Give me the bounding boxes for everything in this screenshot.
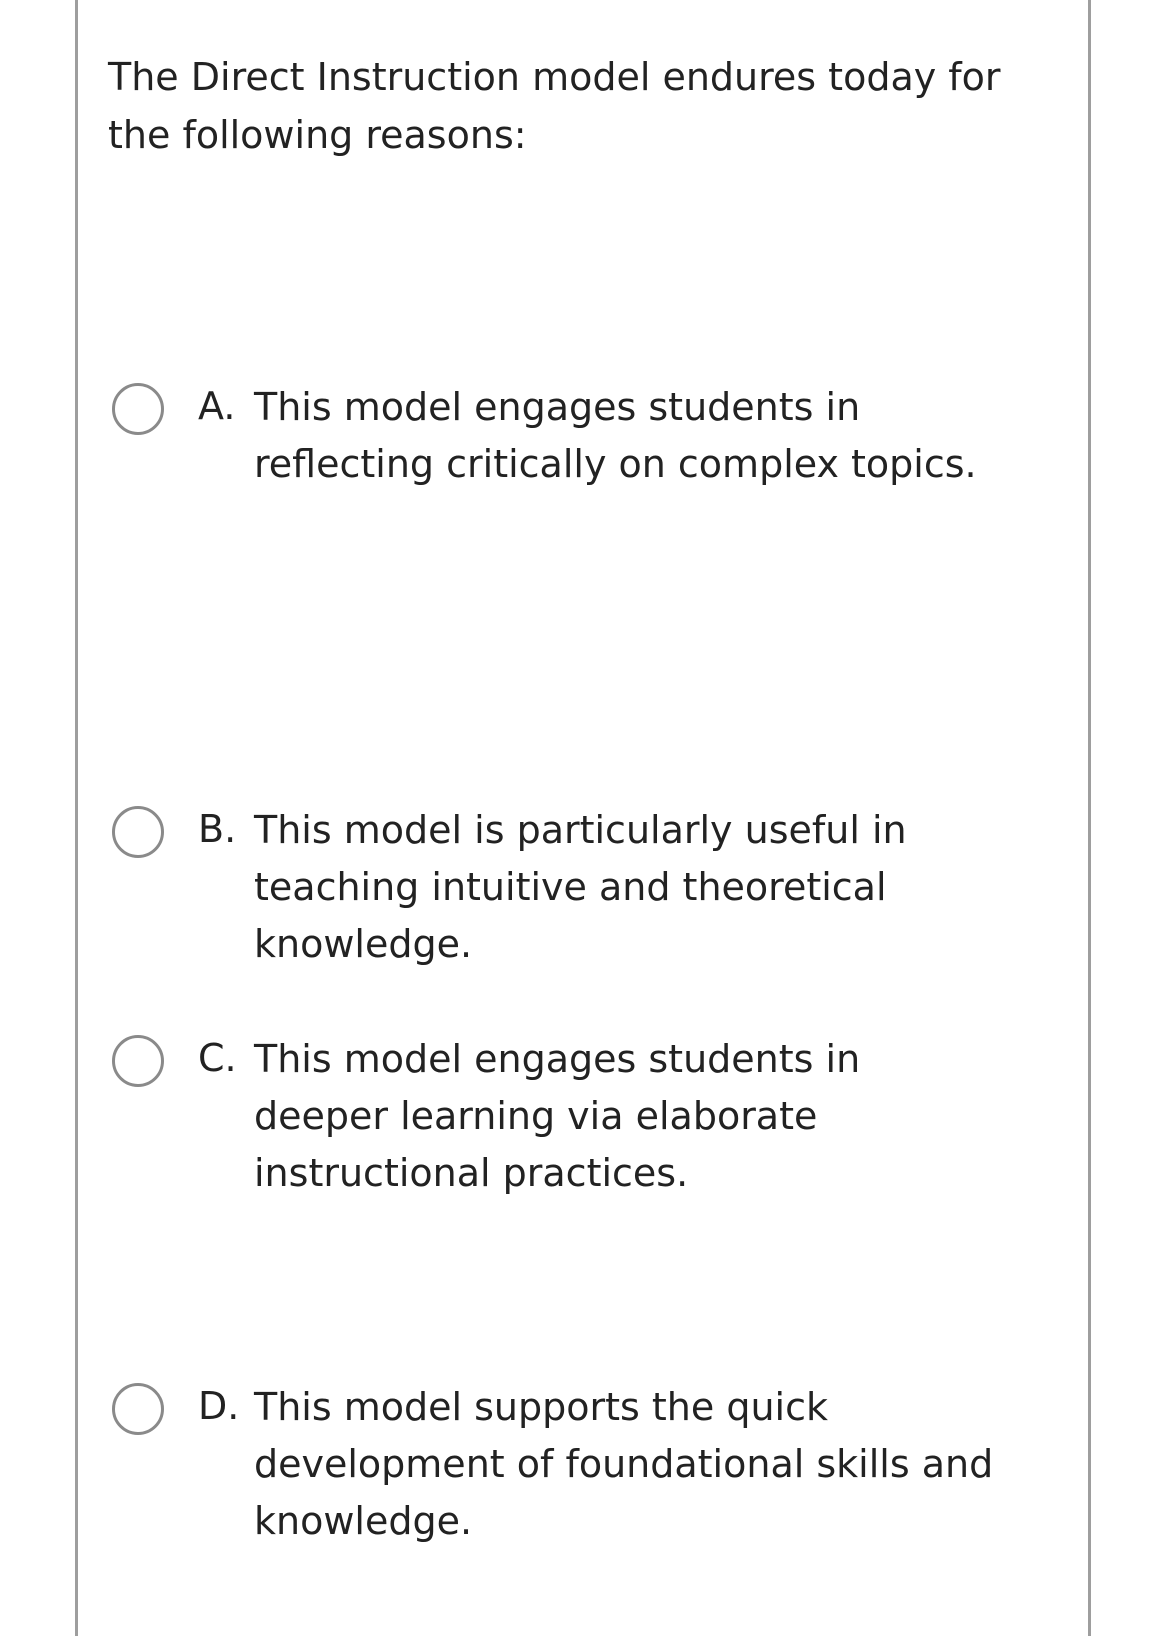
radio-button-b[interactable] [112, 806, 164, 858]
option-c-text: This model engages students in deeper learning via elaborate instructional practices. [254, 1037, 861, 1195]
option-d-text: This model supports the quick development of foundational skills and knowledge. [254, 1385, 994, 1543]
option-d-letter: D. [198, 1384, 240, 1428]
question-text: The Direct Instruction model endures today for the following reasons: [108, 55, 1001, 157]
option-b-text: This model is particularly useful in teaching intuitive and theoretical knowledge. [254, 808, 907, 966]
option-b-letter: B. [198, 807, 237, 851]
option-c-letter: C. [198, 1036, 237, 1080]
option-a-text: This model engages students in reflecting critically on complex topics. [254, 385, 977, 486]
radio-button-d[interactable] [112, 1383, 164, 1435]
radio-button-c[interactable] [112, 1035, 164, 1087]
option-a-letter: A. [198, 384, 236, 428]
radio-button-a[interactable] [112, 383, 164, 435]
